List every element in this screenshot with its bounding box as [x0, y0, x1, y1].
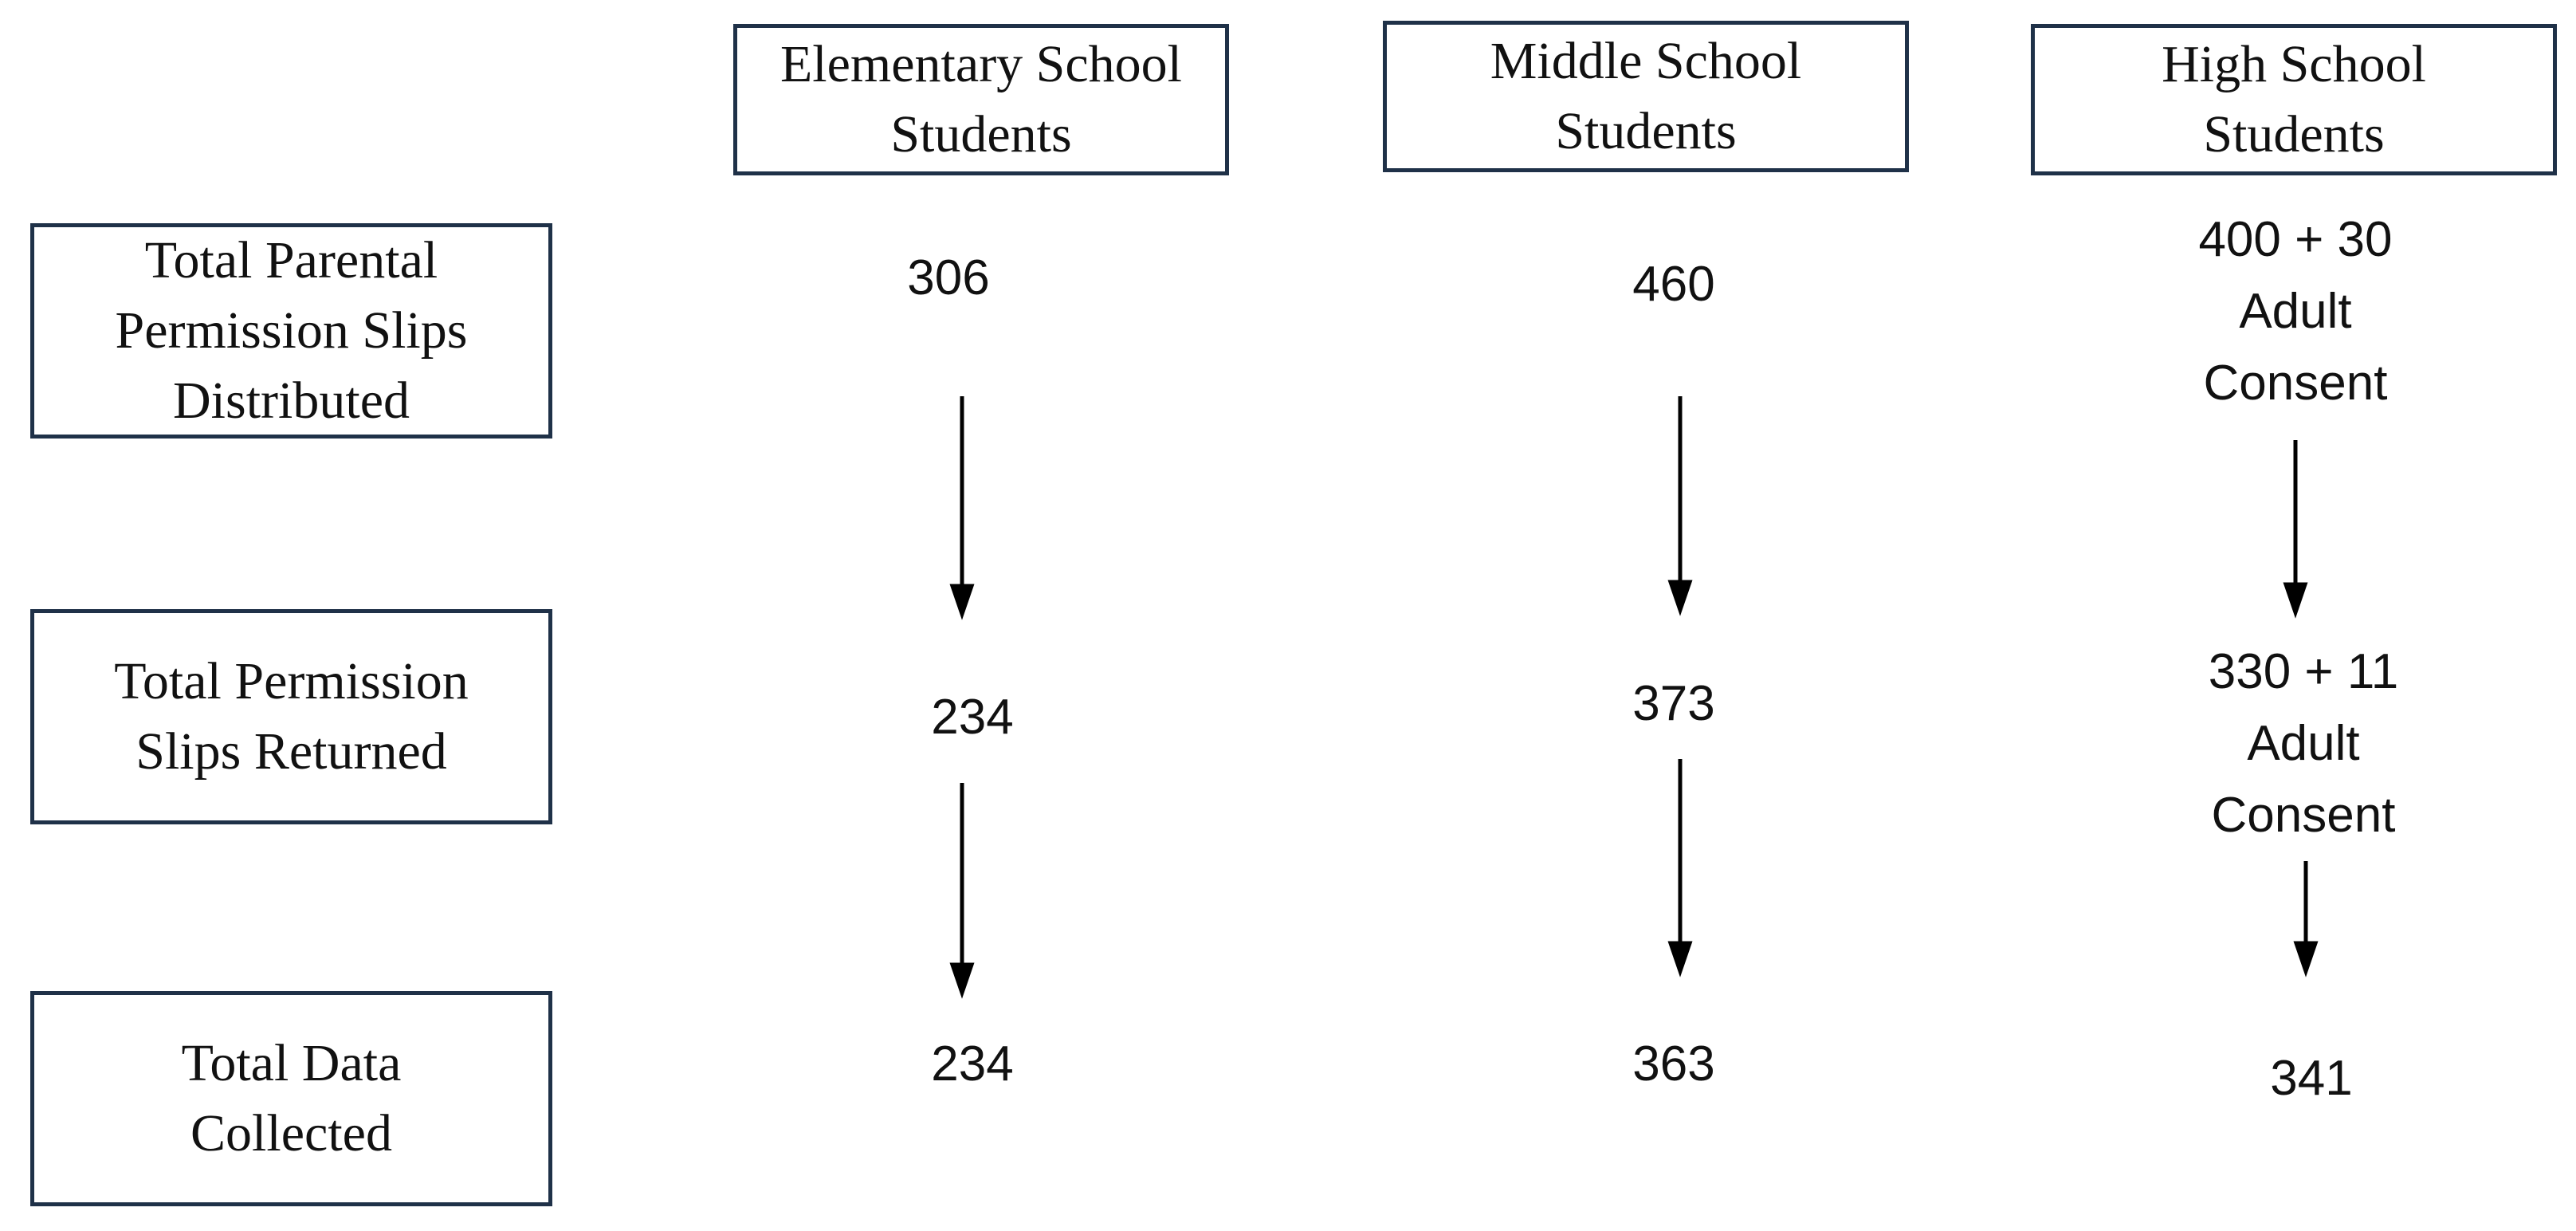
column-header-elementary-line-2: Students — [890, 105, 1072, 163]
arrowhead-high-2 — [2296, 943, 2315, 971]
value-line: 330 + 11 — [2208, 644, 2399, 699]
value-line: 363 — [1632, 1036, 1715, 1091]
row-header-returned-line-2: Slips Returned — [135, 722, 447, 781]
value-line: 234 — [931, 690, 1014, 745]
value-line: 460 — [1632, 257, 1715, 312]
value-line: Consent — [2203, 356, 2388, 411]
arrowhead-elementary-2 — [952, 965, 972, 993]
column-header-high-line-1: High School — [2162, 35, 2426, 93]
value-line: 306 — [907, 250, 990, 305]
row-header-distributed-line-3: Distributed — [173, 372, 410, 430]
value-line: Consent — [2211, 788, 2396, 843]
row-header-distributed-line-1: Total Parental — [144, 231, 438, 289]
column-header-elementary-line-1: Elementary School — [779, 35, 1183, 93]
value-line: Adult — [2239, 284, 2352, 339]
column-header-middle-line-1: Middle School — [1490, 32, 1802, 90]
row-header-returned-line-1: Total Permission — [114, 652, 469, 710]
row-header-distributed-line-2: Permission Slips — [115, 301, 468, 360]
arrowhead-high-1 — [2286, 584, 2305, 612]
arrowhead-middle-1 — [1671, 582, 1690, 610]
value-line: 234 — [931, 1036, 1014, 1091]
row-header-collected-line-1: Total Data — [181, 1034, 402, 1092]
row-header-collected-line-2: Collected — [190, 1104, 392, 1162]
value-line: 373 — [1632, 676, 1715, 731]
value-line: 400 + 30 — [2198, 212, 2393, 267]
column-header-high-line-2: Students — [2203, 105, 2385, 163]
value-line: Adult — [2247, 716, 2360, 771]
arrowhead-elementary-1 — [952, 586, 972, 614]
column-header-middle-line-2: Students — [1555, 102, 1737, 160]
arrowhead-middle-2 — [1671, 943, 1690, 971]
value-line: 341 — [2270, 1051, 2353, 1106]
